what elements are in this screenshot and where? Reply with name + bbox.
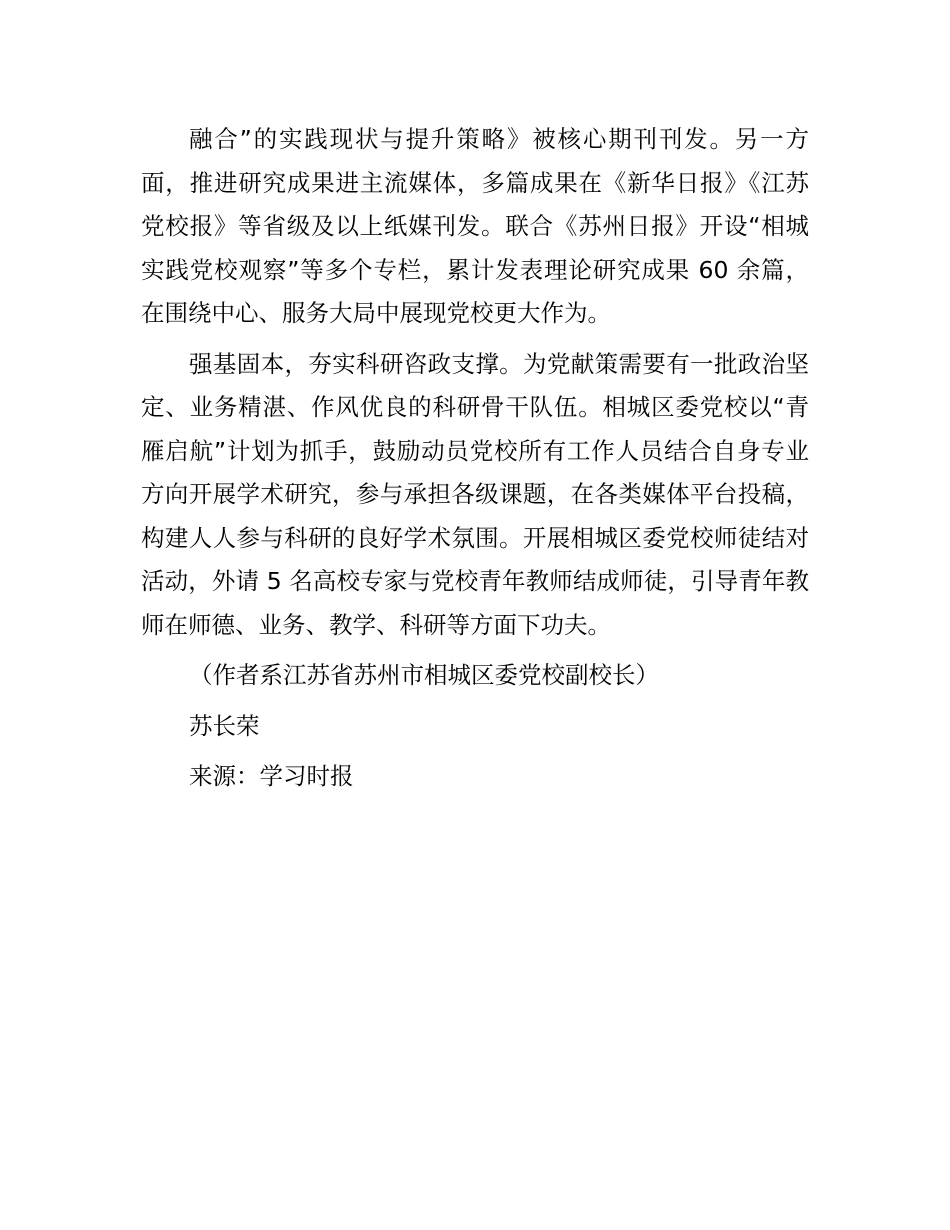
author-name: 苏长荣 <box>189 711 260 740</box>
source-line: 来源：学习时报 <box>189 762 354 790</box>
body-paragraph-2: 强基固本，夯实科研咨政支撑。为党献策需要有一批政治坚定、业务精湛、作风优良的科研骨干队伍。相城区委党校以“青雁启航”计划为抓手，鼓励动员党校所有工作人员结合自身专业方向开展学术研究，参与承担各级课题，在各类媒体平台投稿，构建人人参与科研的良好学术氛围。开展相城区委党校师徒结对活动，外请 5 名高校专家与党校青年教师结成师徒，引导青年教师在师德、业务、教学、科研等方面下功夫。 <box>141 349 809 639</box>
body-paragraph-1: 融合”的实践现状与提升策略》被核心期刊刊发。另一方面，推进研究成果进主流媒体，多篇成果在《新华日报》《江苏党校报》等省级及以上纸媒刊发。联合《苏州日报》开设“相城实践党校观察”等多个专栏，累计发表理论研究成果 60 余篇，在围绕中心、服务大局中展现党校更大作为。 <box>141 125 809 327</box>
author-note: （作者系江苏省苏州市相城区委党校副校长） <box>189 661 659 689</box>
document-body <box>141 118 809 799</box>
